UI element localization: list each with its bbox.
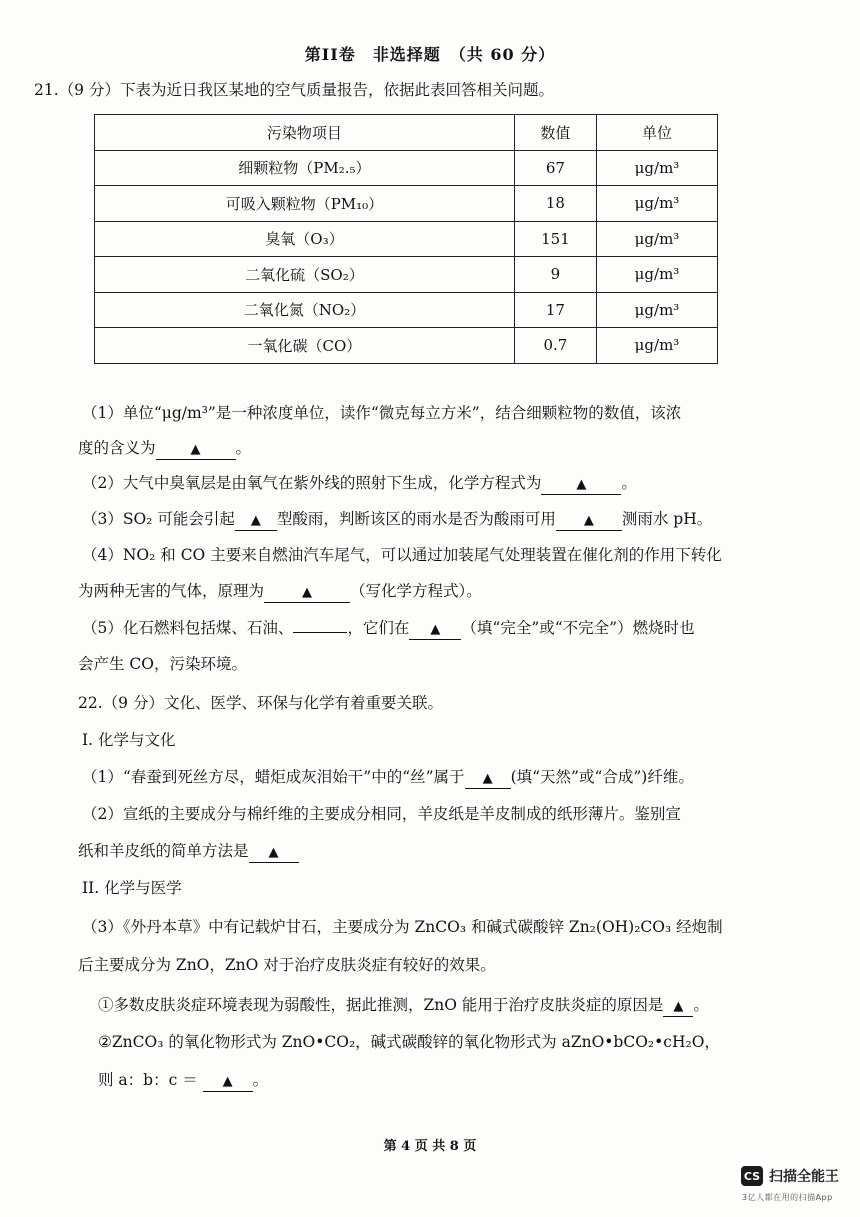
answer-blank[interactable]: ▲ xyxy=(409,619,461,640)
q22-sub2: ②ZnCO₃ 的氧化物形式为 ZnO•CO₂，碱式碳酸锌的氧化物形式为 aZnO•bCO₂•cH₂O， xyxy=(98,1033,720,1051)
watermark-tagline: 3亿人都在用的扫描App xyxy=(742,1193,833,1202)
q22-p2-line2: 纸和羊皮纸的简单方法是 ▲ xyxy=(78,841,299,863)
table-row xyxy=(95,221,718,257)
answer-blank[interactable]: ▲ xyxy=(556,510,622,531)
unit-cell: μg/m³ xyxy=(597,257,718,293)
value-cell: 151 xyxy=(514,221,596,257)
camscanner-logo-icon: CS xyxy=(741,1166,763,1186)
answer-blank[interactable]: ▲ xyxy=(663,996,693,1017)
value-cell: 9 xyxy=(514,257,596,293)
pollutant-cell: 可吸入颗粒物（PM₁₀） xyxy=(95,186,515,222)
answer-blank[interactable]: ▲ xyxy=(264,582,350,603)
table-row xyxy=(95,186,718,222)
q21-p2: （2）大气中臭氧层是由氧气在紫外线的照射下生成，化学方程式为 ▲ 。 xyxy=(82,473,637,495)
pollutant-cell: 二氧化硫（SO₂） xyxy=(95,257,515,293)
q22-p1: （1）“春蚕到死丝方尽，蜡炬成灰泪始干”中的“丝”属于 ▲ (填“天然”或“合成”)纤维。 xyxy=(82,767,694,789)
answer-blank[interactable] xyxy=(293,632,347,633)
q21-p4-line2: 为两种无害的气体，原理为 ▲ （写化学方程式）。 xyxy=(78,581,482,603)
q22-intro: 22.（9 分）文化、医学、环保与化学有着重要关联。 xyxy=(78,694,443,712)
unit-cell: μg/m³ xyxy=(597,221,718,257)
watermark-name: 扫描全能王 xyxy=(769,1169,839,1185)
q21-p1-line2: 度的含义为 ▲ 。 xyxy=(78,438,251,460)
table-row xyxy=(95,150,718,186)
value-cell: 18 xyxy=(514,186,596,222)
answer-blank[interactable]: ▲ xyxy=(249,842,299,863)
unit-cell: μg/m³ xyxy=(597,292,718,328)
unit-cell: μg/m³ xyxy=(597,328,718,364)
q22-part2-title: II. 化学与医学 xyxy=(82,879,182,897)
table-row xyxy=(95,328,718,364)
q21-p1-line1: （1）单位“μg/m³”是一种浓度单位，读作“微克每立方米”，结合细颗粒物的数值，该浓 xyxy=(82,404,682,422)
unit-cell: μg/m³ xyxy=(597,150,718,186)
answer-blank[interactable]: ▲ xyxy=(156,439,236,460)
pollutant-cell: 臭氧（O₃） xyxy=(95,221,515,257)
value-cell: 67 xyxy=(514,150,596,186)
value-cell: 0.7 xyxy=(514,328,596,364)
q21-intro: 21.（9 分）下表为近日我区某地的空气质量报告，依据此表回答相关问题。 xyxy=(34,81,554,99)
q22-p2-line1: （2）宣纸的主要成分与棉纤维的主要成分相同，羊皮纸是羊皮制成的纸形薄片。鉴别宣 xyxy=(82,805,681,823)
q21-p5-line1: （5）化石燃料包括煤、石油、 ，它们在 ▲ （填“完全”或“不完全”）燃烧时也 xyxy=(82,618,695,640)
q21-p4-line1: （4）NO₂ 和 CO 主要来自燃油汽车尾气，可以通过加装尾气处理装置在催化剂的作用下转化 xyxy=(82,546,722,564)
unit-cell: μg/m³ xyxy=(597,186,718,222)
answer-blank[interactable]: ▲ xyxy=(203,1071,253,1092)
q21-p5-line2: 会产生 CO，污染环境。 xyxy=(78,655,247,673)
col-header-value: 数值 xyxy=(514,115,596,151)
q22-sub3: 则 a：b：c ＝ ▲ 。 xyxy=(98,1070,268,1092)
answer-blank[interactable]: ▲ xyxy=(235,510,277,531)
q22-sub1: ①多数皮肤炎症环境表现为弱酸性，据此推测，ZnO 能用于治疗皮肤炎症的原因是 ▲ 。 xyxy=(98,995,709,1017)
col-header-pollutant: 污染物项目 xyxy=(95,115,515,151)
section-title: 第II卷 非选择题 （共 60 分） xyxy=(304,45,556,64)
air-quality-table xyxy=(94,114,718,364)
table-header-row xyxy=(95,115,718,151)
q22-p3-line2: 后主要成分为 ZnO，ZnO 对于治疗皮肤炎症有较好的效果。 xyxy=(78,956,496,974)
col-header-unit: 单位 xyxy=(597,115,718,151)
table-row xyxy=(95,257,718,293)
pollutant-cell: 细颗粒物（PM₂.₅） xyxy=(95,150,515,186)
answer-blank[interactable]: ▲ xyxy=(541,474,621,495)
table-row xyxy=(95,292,718,328)
page-footer: 第 4 页 共 8 页 xyxy=(383,1139,477,1154)
pollutant-cell: 二氧化氮（NO₂） xyxy=(95,292,515,328)
q22-p3-line1: （3）《外丹本草》中有记载炉甘石，主要成分为 ZnCO₃ 和碱式碳酸锌 Zn₂(OH)₂CO₃ 经炮制 xyxy=(82,918,723,936)
q21-p3: （3）SO₂ 可能会引起 ▲ 型酸雨，判断该区的雨水是否为酸雨可用 ▲ 测雨水 pH。 xyxy=(82,509,712,531)
camscanner-watermark xyxy=(741,1166,839,1186)
q22-part1-title: I. 化学与文化 xyxy=(82,731,176,749)
answer-blank[interactable]: ▲ xyxy=(465,768,511,789)
value-cell: 17 xyxy=(514,292,596,328)
pollutant-cell: 一氧化碳（CO） xyxy=(95,328,515,364)
